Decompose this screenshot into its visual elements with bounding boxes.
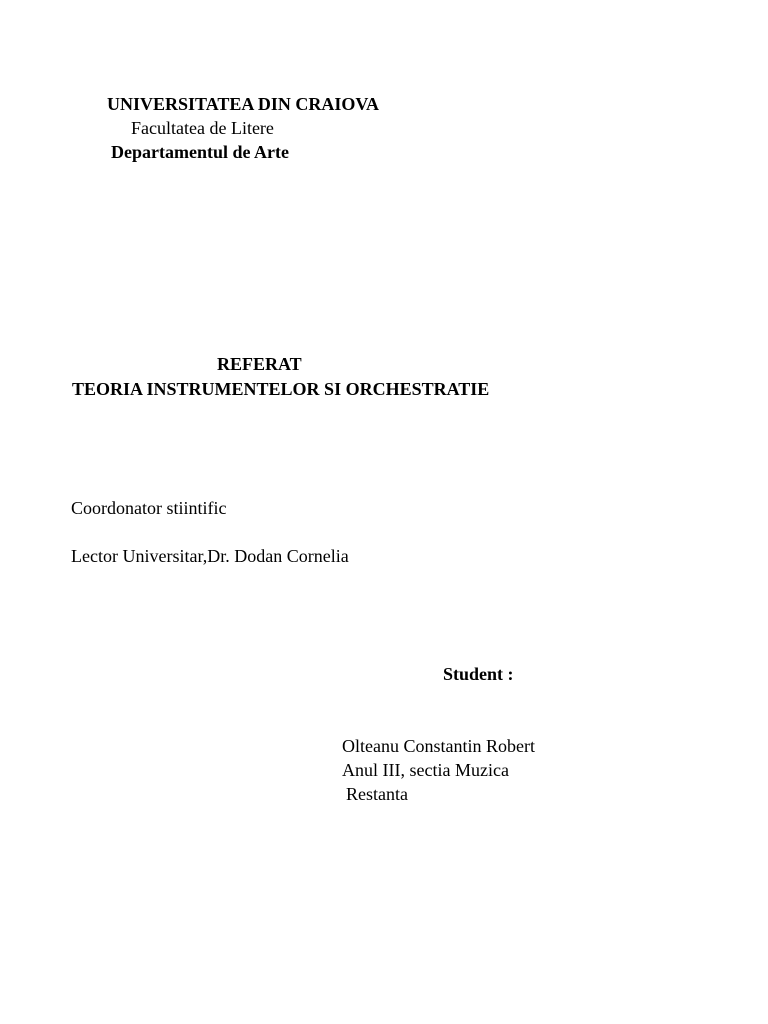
document-type: REFERAT (217, 354, 302, 374)
coordinator-name: Lector Universitar,Dr. Dodan Cornelia (71, 546, 349, 566)
department-name: Departamentul de Arte (111, 142, 289, 162)
student-name: Olteanu Constantin Robert (342, 736, 535, 756)
university-name: UNIVERSITATEA DIN CRAIOVA (107, 94, 380, 114)
student-label: Student : (443, 664, 514, 684)
document-subject: TEORIA INSTRUMENTELOR SI ORCHESTRATIE (72, 379, 490, 399)
coordinator-label: Coordonator stiintific (71, 498, 227, 518)
student-year-section: Anul III, sectia Muzica (342, 760, 509, 780)
student-status: Restanta (346, 784, 408, 804)
faculty-name: Facultatea de Litere (131, 118, 274, 138)
